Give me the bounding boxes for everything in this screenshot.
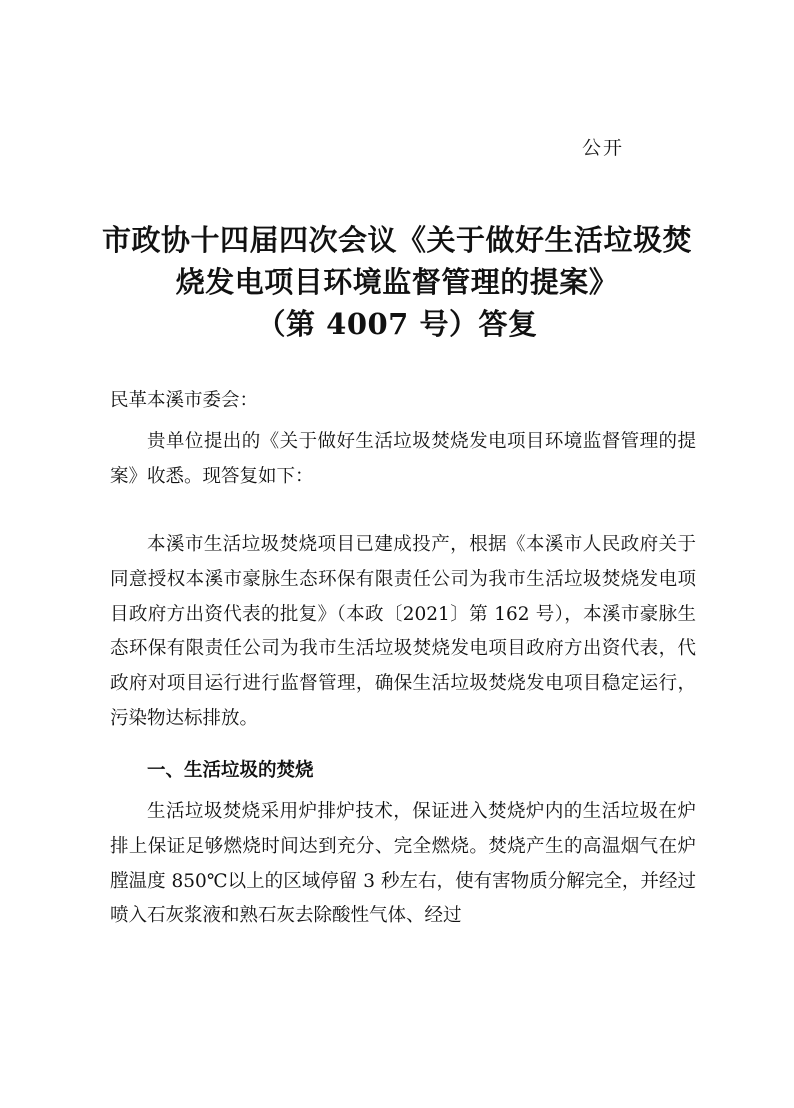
document-title-line-3: （第 4007 号）答复 [256,307,538,341]
paragraph-text: 贵单位提出的《关于做好生活垃圾焚烧发电项目环境监督管理的提案》收悉。现答复如下： [110,431,696,487]
document-title-line-2: 烧发电项目环境监督管理的提案》 [175,265,619,299]
public-label: 公开 [582,137,625,159]
document-title-line-1: 市政协十四届四次会议《关于做好生活垃圾焚 [101,223,692,257]
salutation: 民革本溪市委会： [110,390,259,411]
paragraph-text: 本溪市生活垃圾焚烧项目已建成投产，根据《本溪市人民政府关于同意授权本溪市豪脉生态环保有限责任公司为我市生活垃圾焚烧发电项目政府方出资代表的批复》（本政〔2021〕第 162 号），本溪市豪脉生态环保有限责任公司为我市生活垃圾焚烧发电项目政府方出资代表，代政府对项目运行进行监督管理，确保生活垃圾焚烧发电项目稳定运行，污染物达标排放。 [110,534,696,729]
paragraph-text: 生活垃圾焚烧采用炉排炉技术，保证进入焚烧炉内的生活垃圾在炉排上保证足够燃烧时间达到充分、完全燃烧。焚烧产生的高温烟气在炉膛温度 850℃以上的区域停留 3 秒左右，使有害物质分解完全，并经过喷入石灰浆液和熟石灰去除酸性气体、经过 [110,801,696,927]
paragraph-background [110,528,696,737]
paragraph-acknowledgement [110,425,696,495]
paragraph-incineration [110,795,696,934]
section-heading: 一、生活垃圾的焚烧 [147,760,314,781]
